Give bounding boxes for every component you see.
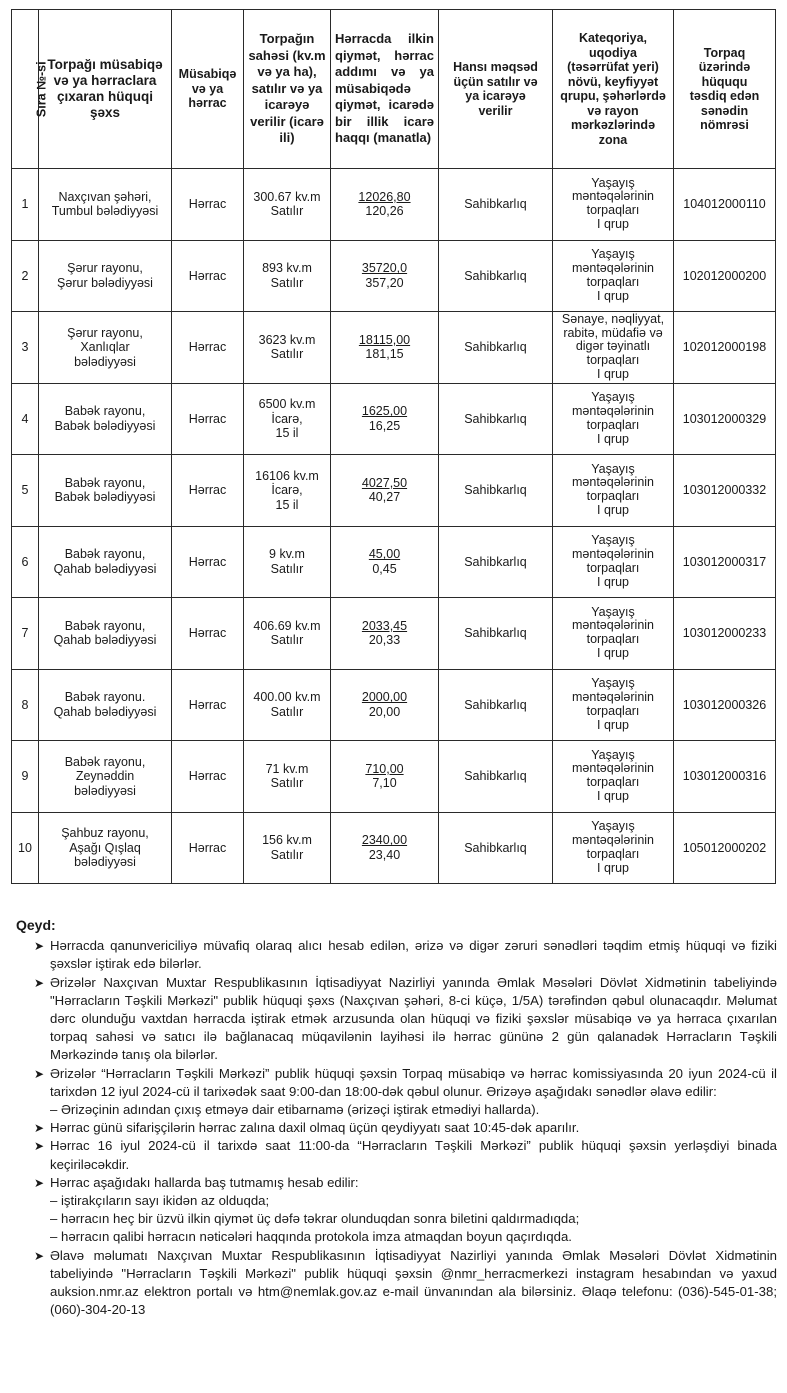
cell-auction-type: Hərrac [172,312,244,384]
cell-purpose: Sahibkarlıq [439,741,553,813]
cell-purpose: Sahibkarlıq [439,669,553,741]
note-text: Ərizələr Naxçıvan Muxtar Respublikasının İqtisadiyyat Nazirliyi yanında Əmlak Məsələri Dövlət Xidmətinin tabeliyində "Hərracların Təşkili Mərkəzi" publik hüquqi şəxs (Naxçıvan şəhəri, 8-ci küçə, 1/5A) tərəfindən qəbul olunacaqdır. Məlumat dərc olunduğu vaxtdan hərracda iştirak etmək arzusunda olan hüquqi və fiziki şəxslər müsabiqə və ya hərraca çıxarılan torpaq sahəsi və satıcı ilə bağlanacaq müqavilənin layihəsi ilə hərrac gününə 2 gün qalanadək Hərracların Təşkili Mərkəzində tanış ola bilərlər. [50,974,777,1063]
note-item [16,1247,777,1320]
header-purpose: Hansı məqsəd üçün satılır və ya icarəyə verilir [439,10,553,169]
area-line: Satılır [270,704,304,719]
cell-legal-entity [39,812,172,884]
auction-step: 120,26 [365,204,404,219]
auction-step: 16,25 [368,418,401,433]
category-line: məntəqələrinin [572,689,654,704]
header-category: Kateqoriya, uqodiya (təsərrüfat yeri) növü, keyfiyyət qrupu, şəhərlərdə və rayon mərkəzlərində zona [553,10,674,169]
category-line: Sənaye, nəqliyyat, [561,311,665,326]
cell-price [331,383,439,455]
cell-land-area [244,598,331,670]
arrow-bullet-icon: ➤ [34,1248,45,1263]
arrow-bullet-icon: ➤ [34,1121,45,1136]
category-line: məntəqələrinin [572,761,654,776]
cell-land-area [244,169,331,241]
cell-document-number: 103012000326 [674,669,776,741]
cell-legal-entity [39,526,172,598]
category-line: torpaqları [586,703,640,718]
note-subitem: – iştirakçıların sayı ikidən az olduqda; [50,1193,270,1209]
cell-purpose: Sahibkarlıq [439,598,553,670]
category-line: məntəqələrinin [572,403,654,418]
table-row [12,240,776,312]
cell-purpose: Sahibkarlıq [439,383,553,455]
entity-line: Naxçıvan şəhəri, [58,189,152,204]
category-line: I qrup [597,503,629,518]
cell-auction-type: Hərrac [172,598,244,670]
category-line: rabitə, müdafiə və [563,325,663,340]
entity-line: Şərur rayonu, [67,325,143,340]
entity-line: Zeynəddin [75,769,135,783]
cell-category [553,741,674,813]
area-line: İcarə, [271,411,303,426]
category-line: I qrup [597,789,629,804]
table-row [12,812,776,884]
table-body [12,169,776,884]
table-row [12,669,776,741]
cell-category [553,455,674,527]
cell-purpose: Sahibkarlıq [439,312,553,384]
category-line: torpaqları [586,417,640,432]
category-line: məntəqələrinin [572,546,654,561]
cell-auction-type: Hərrac [172,812,244,884]
initial-price: 1625,00 [361,404,408,419]
cell-auction-type: Hərrac [172,526,244,598]
area-line: Satılır [270,776,304,791]
cell-legal-entity [39,598,172,670]
category-line: Yaşayış [591,175,635,190]
cell-purpose: Sahibkarlıq [439,526,553,598]
initial-price: 2033,45 [361,618,408,633]
auction-step: 23,40 [368,847,401,862]
category-line: I qrup [597,574,629,589]
header-legal-entity: Torpağı müsabiqə və ya hərraclara çıxaran hüquqi şəxs [39,10,172,169]
note-item [16,1174,777,1192]
cell-row-number: 8 [12,669,39,741]
entity-line: Qahab bələdiyyəsi [53,633,157,648]
initial-price: 2340,00 [361,833,408,848]
table-header-row [12,10,776,169]
cell-category [553,526,674,598]
note-item [16,974,777,1065]
category-line: I qrup [597,860,629,875]
note-text: Hərrac aşağıdakı hallarda baş tutmamış hesab edilir: [50,1174,359,1190]
category-line: məntəqələrinin [572,475,654,490]
cell-purpose: Sahibkarlıq [439,240,553,312]
initial-price: 4027,50 [361,475,408,490]
cell-legal-entity [39,455,172,527]
cell-legal-entity [39,669,172,741]
initial-price: 18115,00 [358,332,411,347]
entity-line: Babək rayonu, [64,475,146,490]
cell-price [331,526,439,598]
cell-row-number: 9 [12,741,39,813]
cell-row-number: 10 [12,812,39,884]
entity-line: Tumbul bələdiyyəsi [51,204,159,219]
cell-legal-entity [39,169,172,241]
category-line: Yaşayış [591,533,635,548]
category-line: I qrup [597,717,629,732]
arrow-bullet-icon: ➤ [34,1139,45,1154]
note-item [16,937,777,973]
cell-land-area [244,526,331,598]
cell-purpose: Sahibkarlıq [439,455,553,527]
area-line: 893 kv.m [262,261,312,276]
area-line: 71 kv.m [265,761,309,776]
category-line: torpaqları [586,632,640,647]
table-row [12,383,776,455]
entity-line: Şahbuz rayonu, [61,826,149,840]
cell-document-number: 102012000198 [674,312,776,384]
auction-step: 20,33 [368,633,401,648]
cell-price [331,312,439,384]
entity-line: Babək rayonu, [64,754,146,769]
cell-auction-type: Hərrac [172,169,244,241]
cell-auction-type: Hərrac [172,383,244,455]
table-row [12,741,776,813]
area-line: 406.69 kv.m [253,618,321,633]
area-line: 156 kv.m [262,833,312,848]
category-line: məntəqələrinin [572,260,654,275]
area-line: 6500 kv.m [258,397,316,411]
auction-step: 181,15 [365,347,404,362]
land-auction-table [11,9,776,884]
cell-auction-type: Hərrac [172,669,244,741]
category-line: I qrup [597,366,629,381]
entity-line: Şərur bələdiyyəsi [57,275,153,290]
area-line: Satılır [270,275,304,290]
cell-land-area [244,669,331,741]
category-line: Yaşayış [591,676,635,691]
cell-land-area [244,312,331,384]
cell-land-area [244,741,331,813]
arrow-bullet-icon: ➤ [34,975,45,990]
cell-category [553,169,674,241]
note-text: Hərracda qanunvericiliyə müvafiq olaraq alıcı hesab edilən, ərizə və digər zəruri sənədləri təqdim etmiş hüquqi və fiziki şəxslər iştirak edə bilərlər. [50,938,777,972]
area-line: 15 il [275,426,299,440]
cell-row-number: 5 [12,455,39,527]
cell-legal-entity [39,312,172,384]
initial-price: 12026,80 [358,189,411,204]
cell-category [553,240,674,312]
area-line: Satılır [270,347,304,362]
area-line: 3623 kv.m [258,332,316,347]
auction-step: 7,10 [372,776,397,791]
cell-auction-type: Hərrac [172,741,244,813]
area-line: 300.67 kv.m [253,189,321,204]
auction-step: 20,00 [368,704,401,719]
cell-row-number: 1 [12,169,39,241]
category-line: torpaqları [586,353,640,368]
header-land-area: Torpağın sahəsi (kv.m və ya ha), satılır və ya icarəyə verilir (icarə ili) [244,10,331,169]
cell-row-number: 4 [12,383,39,455]
cell-price [331,169,439,241]
table-row [12,598,776,670]
cell-price [331,669,439,741]
cell-document-number: 103012000316 [674,741,776,813]
category-line: Yaşayış [591,819,635,834]
note-text: Hərrac günü sifarişçilərin hərrac zalına daxil olmaq üçün qeydiyyatı saat 10:45-dək aparılır. [50,1120,580,1136]
cell-category [553,598,674,670]
category-line: torpaqları [586,489,640,504]
arrow-bullet-icon: ➤ [34,939,45,954]
note-text: Əlavə məlumatı Naxçıvan Muxtar Respublikasının İqtisadiyyat Nazirliyi yanında Əmlak Məsələri Dövlət Xidmətinin tabeliyində "Hərracların Təşkili Mərkəzi" publik hüquqi şəxsin @nmr_herracmerkezi instagram hesabından və yaxud auksion.nmr.az elektron portalı və htm@nemlak.gov.az e-mail ünvanından ala bilərsiniz. Əlaqə telefonu: (036)-545-01-38; (060)-304-20-13 [50,1247,777,1318]
area-line: Satılır [270,847,304,862]
initial-price: 45,00 [368,547,401,562]
header-initial-price: Hərracda ilkin qiymət, hərrac addımı və ya müsabiqədə qiymət, icarədə bir illik icarə haqqı (manatla) [331,10,439,169]
initial-price: 35720,0 [361,261,408,276]
cell-auction-type: Hərrac [172,240,244,312]
cell-row-number: 7 [12,598,39,670]
cell-document-number: 103012000233 [674,598,776,670]
note-text: Ərizələr “Hərracların Təşkili Mərkəzi” publik hüquqi şəxsin Torpaq müsabiqə və hərrac komissiyasında 20 iyun 2024-cü il tarixdən 12 iyul 2024-cü il tarixədək saat 9:00-dan 18:00-dək qəbul olunur. Ərizəyə aşağıdakı sənədlər əlavə edilir: [50,1065,777,1099]
entity-line: Babək rayonu, [64,404,146,419]
cell-land-area [244,383,331,455]
area-line: 16106 kv.m [255,468,319,483]
cell-document-number: 103012000332 [674,455,776,527]
category-line: Yaşayış [591,390,635,405]
cell-category [553,312,674,384]
cell-category [553,669,674,741]
cell-category [553,812,674,884]
cell-price [331,812,439,884]
notes-list [16,937,777,1319]
entity-line: Babək rayonu, [64,618,146,633]
entity-line: Babək bələdiyyəsi [54,490,156,505]
cell-price [331,598,439,670]
entity-line: Babək rayonu, [64,547,146,562]
entity-line: Qahab bələdiyyəsi [53,704,157,719]
category-line: torpaqları [586,274,640,289]
table-row [12,312,776,384]
cell-document-number: 102012000200 [674,240,776,312]
initial-price: 710,00 [365,761,404,776]
entity-line: bələdiyyəsi [74,783,136,798]
category-line: digər təyinatlı [575,339,651,354]
category-line: torpaqları [586,203,640,218]
category-line: Yaşayış [591,604,635,619]
category-line: Yaşayış [591,747,635,762]
entity-line: Babək rayonu. [64,690,146,705]
note-subitem: – hərracın qalibi hərracın nəticələri haqqında protokola imza atmaqdan boyun qaçırdıqda. [50,1229,572,1245]
table-row [12,526,776,598]
cell-row-number: 2 [12,240,39,312]
area-line: 15 il [275,497,299,512]
cell-price [331,240,439,312]
cell-legal-entity [39,240,172,312]
category-line: I qrup [597,288,629,303]
cell-purpose: Sahibkarlıq [439,812,553,884]
notes-section [16,916,777,1319]
entity-line: bələdiyyəsi [74,354,136,369]
category-line: məntəqələrinin [572,618,654,633]
cell-legal-entity [39,383,172,455]
entity-line: Aşağı Qışlaq [69,840,141,855]
cell-document-number: 103012000329 [674,383,776,455]
cell-land-area [244,812,331,884]
entity-line: bələdiyyəsi [74,855,136,869]
note-item [16,1119,777,1137]
header-row-number: Sıra №-si [12,10,39,169]
entity-line: Xanlıqlar [80,340,130,354]
area-line: 400.00 kv.m [253,690,321,705]
cell-legal-entity [39,741,172,813]
auction-step: 40,27 [368,490,401,505]
note-item [16,1137,777,1173]
cell-row-number: 6 [12,526,39,598]
cell-price [331,455,439,527]
area-line: İcarə, [271,483,303,497]
entity-line: Şərur rayonu, [67,261,143,276]
cell-document-number: 105012000202 [674,812,776,884]
header-auction-type: Müsabiqə və ya hərrac [172,10,244,169]
cell-category [553,383,674,455]
category-line: I qrup [597,431,629,446]
cell-price [331,741,439,813]
table-row [12,169,776,241]
entity-line: Qahab bələdiyyəsi [53,561,157,576]
auction-step: 0,45 [372,561,397,576]
category-line: torpaqları [586,775,640,790]
cell-purpose: Sahibkarlıq [439,169,553,241]
notes-title: Qeyd: [16,917,56,933]
area-line: Satılır [270,204,304,219]
cell-auction-type: Hərrac [172,455,244,527]
category-line: məntəqələrinin [572,189,654,204]
category-line: torpaqları [586,560,640,575]
auction-step: 357,20 [365,275,404,290]
area-line: 9 kv.m [269,547,305,562]
cell-document-number: 104012000110 [674,169,776,241]
note-subitem: – Ərizəçinin adından çıxış etməyə dair etibarnamə (ərizəçi iştirak etmədiyi hallarda). [50,1102,540,1118]
category-line: Yaşayış [591,461,635,476]
cell-row-number: 3 [12,312,39,384]
cell-land-area [244,455,331,527]
initial-price: 2000,00 [361,690,408,705]
arrow-bullet-icon: ➤ [34,1066,45,1081]
arrow-bullet-icon: ➤ [34,1175,45,1190]
entity-line: Babək bələdiyyəsi [54,418,156,433]
note-subitem: – hərracın heç bir üzvü ilkin qiymət üç dəfə təkrar olunduqdan sonra biletini qaldırmadıqda; [50,1211,580,1227]
category-line: məntəqələrinin [572,832,654,847]
area-line: Satılır [270,561,304,576]
cell-land-area [244,240,331,312]
note-text: Hərrac 16 iyul 2024-cü il tarixdə saat 11:00-da “Hərracların Təşkili Mərkəzi” publik hüquqi şəxsin yerləşdiyi binada keçiriləcəkdir. [50,1138,777,1172]
category-line: I qrup [597,217,629,232]
table-row [12,455,776,527]
category-line: Yaşayış [591,247,635,262]
note-item [16,1065,777,1101]
area-line: Satılır [270,633,304,648]
cell-document-number: 103012000317 [674,526,776,598]
header-document-number: Torpaq üzərində hüququ təsdiq edən sənədin nömrəsi [674,10,776,169]
category-line: torpaqları [586,846,640,861]
category-line: I qrup [597,646,629,661]
